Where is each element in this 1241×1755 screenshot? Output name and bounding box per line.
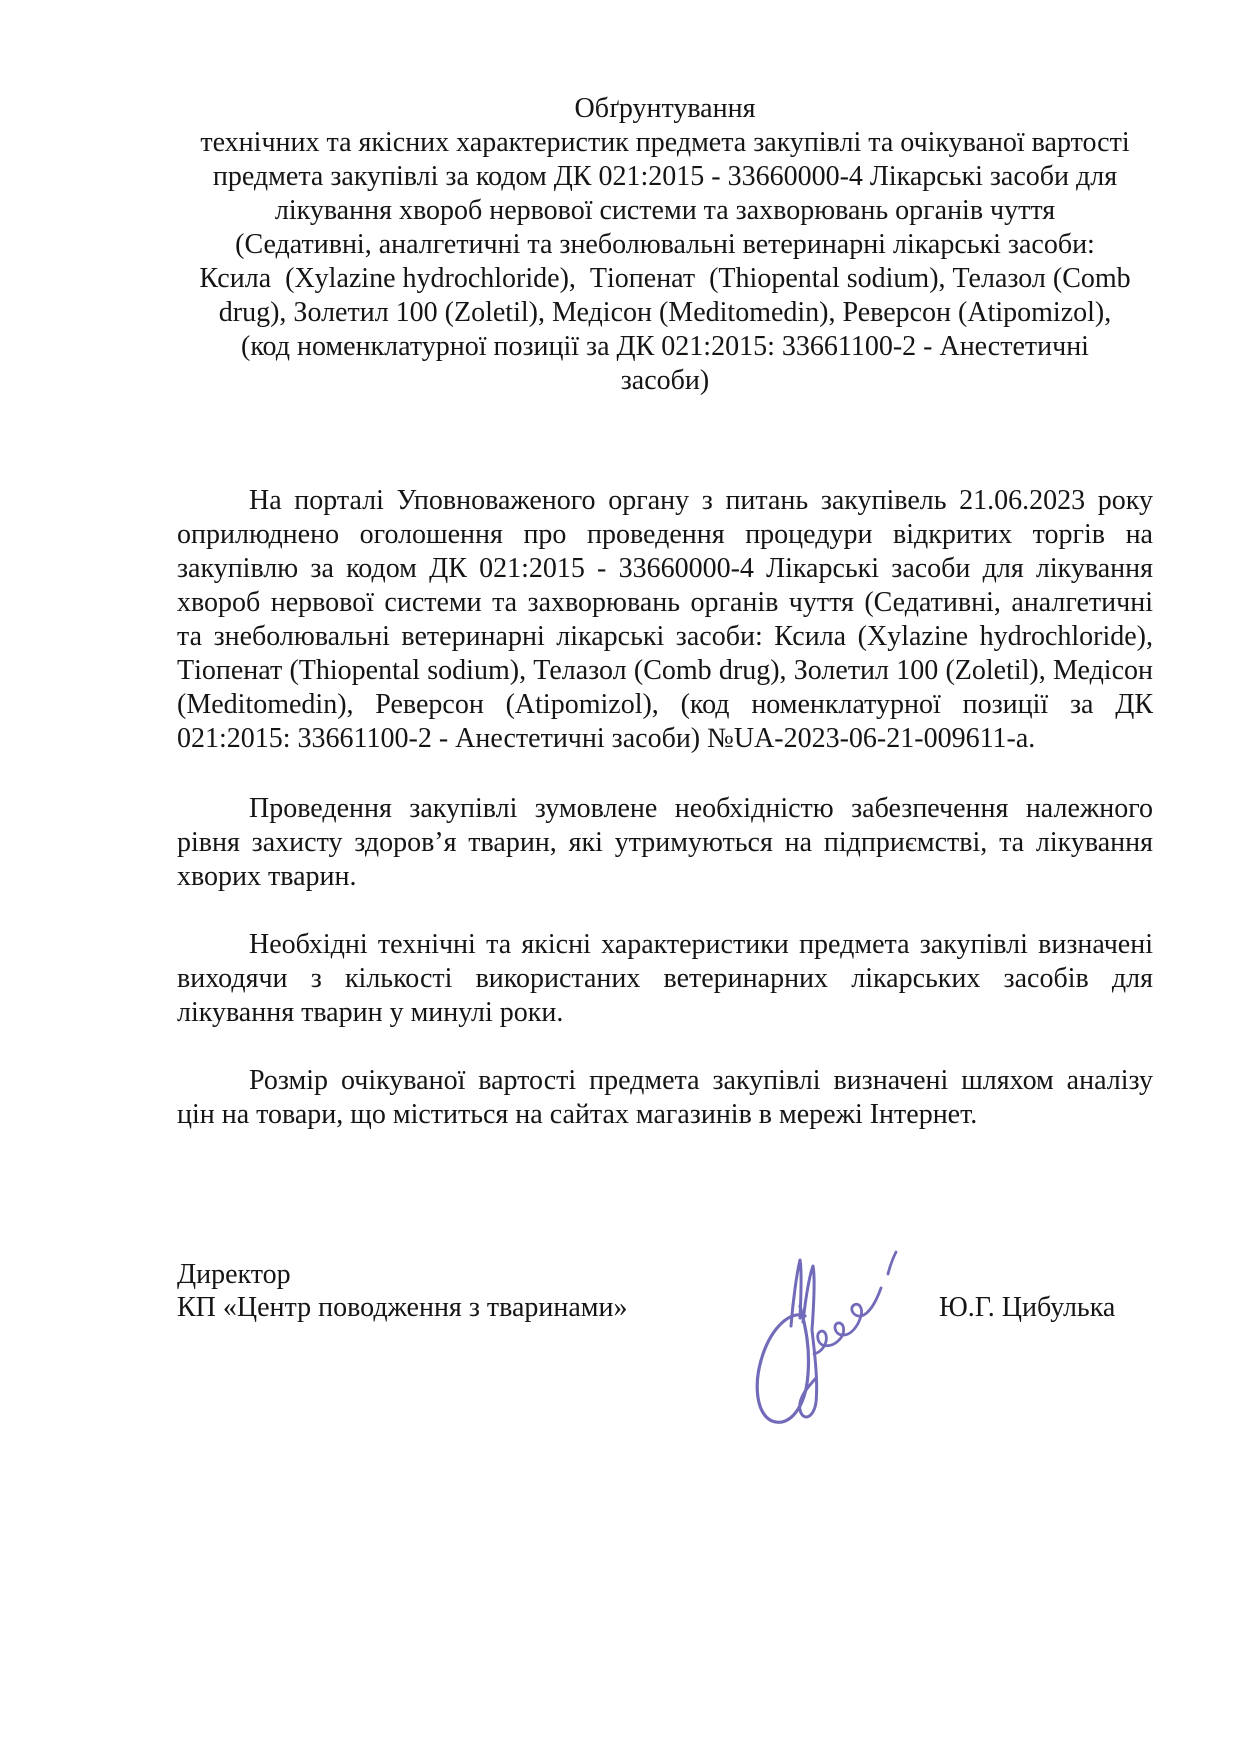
title-line: drug), Золетил 100 (Zoletil), Медісон (Meditomedin), Реверсон (Atipomizol), xyxy=(218,297,1112,328)
title-line: (код номенклатурної позиції за ДК 021:2015: 33661100-2 - Анестетичні xyxy=(241,331,1089,362)
signer-organization: КП «Центр поводження з тваринами» xyxy=(177,1292,628,1323)
signer-name: Ю.Г. Цибулька xyxy=(939,1292,1116,1323)
title-line: Обґрунтування xyxy=(574,93,756,124)
title-line: (Седативні, аналгетичні та знеболювальні ветеринарні лікарські засоби: xyxy=(235,229,1095,260)
paragraph-specifications: Необхідні технічні та якісні характеристики предмета закупівлі визначені виходячи з кількості використаних ветеринарних лікарських засобів для лікування тварин у минулі роки. xyxy=(177,929,1153,1028)
paragraph-expected-value: Розмір очікуваної вартості предмета закупівлі визначені шляхом аналізу цін на товари, що міститься на сайтах магазинів в мережі Інтернет. xyxy=(177,1065,1153,1130)
title-line: Ксила (Xylazine hydrochloride), Тіопенат (Thiopental sodium), Телазол (Comb xyxy=(199,263,1131,294)
signer-position: Директор xyxy=(177,1259,291,1290)
signature-block xyxy=(177,1258,1153,1378)
document-content xyxy=(177,0,1153,1378)
title-line: засоби) xyxy=(620,365,710,396)
document-title xyxy=(177,92,1153,398)
title-line: лікування хвороб нервової системи та захворювань органів чуття xyxy=(274,195,1056,226)
paragraph-purpose: Проведення закупівлі зумовлене необхідністю забезпечення належного рівня захисту здоров’я тварин, які утримуються на підприємстві, та лікування хворих тварин. xyxy=(177,793,1153,892)
title-line: технічних та якісних характеристик предмета закупівлі та очікуваної вартості xyxy=(200,127,1130,158)
paragraph-announcement: На порталі Уповноваженого органу з питань закупівель 21.06.2023 року оприлюднено оголошення про проведення процедури відкритих торгів на закупівлю за кодом ДК 021:2015 - 33660000-4 Лікарські засоби для лікування хвороб нервової системи та захворювань органів чуття (Седативні, аналгетичні та знеболювальні ветеринарні лікарські засоби: Ксила (Xylazine hydrochloride), Тіопенат (Thiopental sodium), Телазол (Comb drug), Золетил 100 (Zoletil), Медісон (Meditomedin), Реверсон (Atipomizol), (код номенклатурної позиції за ДК 021:2015: 33661100-2 - Анестетичні засоби) №UA-2023-06-21-009611-а. xyxy=(177,485,1153,754)
title-line: предмета закупівлі за кодом ДК 021:2015 - 33660000-4 Лікарські засоби для xyxy=(212,161,1118,192)
